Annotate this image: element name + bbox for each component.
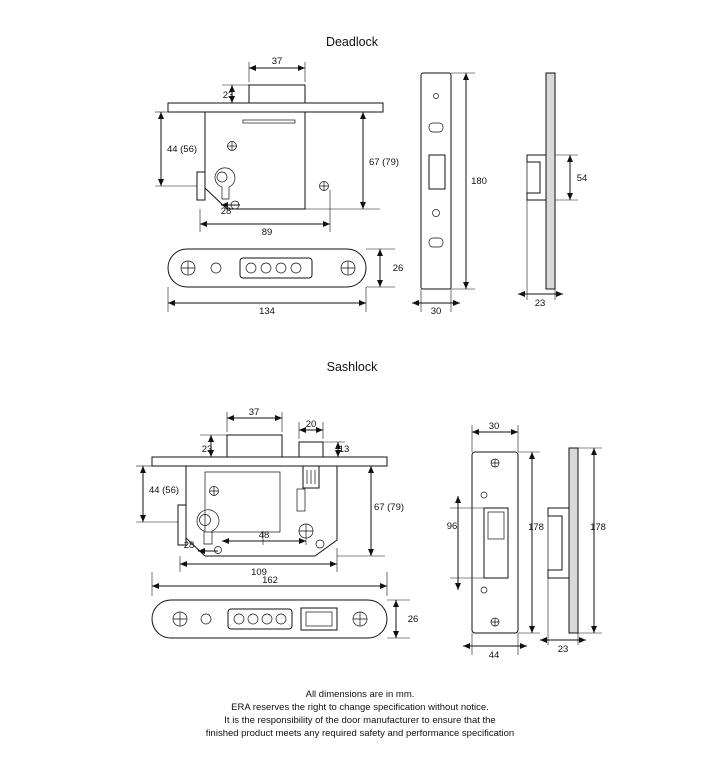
sashlock-faceplate-view (152, 600, 387, 638)
deadlock-dim-backset (155, 112, 197, 186)
dim-label-109: 109 (251, 567, 267, 578)
dim-label-134: 134 (259, 306, 275, 317)
deadlock-body-view (168, 85, 383, 209)
deadlock-dim-case-top-width (249, 56, 305, 82)
sashlock-dim-box-depth (540, 578, 586, 655)
sashlock-dim-case-top-height (200, 435, 227, 457)
deadlock-strike-side-view (527, 73, 555, 289)
deadlock-dim-case-top-height (222, 85, 249, 103)
dim-label-s23-depth: 23 (557, 644, 569, 655)
dim-label-s26: 26 (407, 614, 419, 625)
footer-line-3: It is the responsibility of the door manufacturer to ensure that the (224, 715, 496, 726)
deadlock-dim-box-height (555, 155, 587, 200)
dim-label-54: 54 (576, 173, 588, 184)
dim-label-20: 20 (305, 419, 317, 430)
sashlock-title: Sashlock (326, 360, 378, 374)
dim-label-180: 180 (471, 176, 487, 187)
footer-line-1: All dimensions are in mm. (305, 689, 415, 700)
dim-label-89: 89 (261, 227, 273, 238)
sashlock-dim-strike-base-width (463, 633, 527, 661)
sashlock-dim-backset (136, 466, 179, 522)
dim-label-23: 23 (222, 90, 234, 101)
dim-label-23-depth: 23 (534, 298, 546, 309)
dim-label-26: 26 (392, 263, 404, 274)
footer-line-4: finished product meets any required safety and performance specification (205, 728, 515, 739)
dim-label-s28: 28 (183, 540, 195, 551)
sashlock-dim-strike-height (518, 452, 544, 633)
sashlock-dim-side-height (578, 448, 606, 633)
deadlock-dim-faceplate-length (168, 287, 366, 317)
dim-label-37: 37 (271, 56, 283, 67)
deadlock-title: Deadlock (325, 35, 379, 49)
dim-label-44: 44 (488, 650, 500, 661)
deadlock-dim-strike-height (451, 73, 487, 289)
dim-label-s30: 30 (488, 421, 500, 432)
dim-label-178: 178 (528, 522, 544, 533)
sashlock-dim-faceplate-height (387, 600, 418, 638)
deadlock-dim-case-height (305, 112, 399, 209)
dim-label-44-56: 44 (56) (166, 144, 198, 155)
dim-label-178-side: 178 (590, 522, 606, 533)
footer-line-2: ERA reserves the right to change specification without notice. (231, 702, 489, 713)
dim-label-s37: 37 (248, 407, 260, 418)
sashlock-strike-plate-view (472, 452, 518, 633)
sashlock-dim-case-top-width (227, 407, 282, 432)
dim-label-13: 13 (338, 444, 350, 455)
deadlock-dim-strike-width (412, 289, 460, 317)
sashlock-body-view (152, 435, 387, 556)
dim-label-96: 96 (446, 521, 458, 532)
dim-label-30: 30 (430, 306, 442, 317)
sashlock-dim-strike-width (472, 421, 518, 452)
dim-label-28: 28 (220, 206, 232, 217)
dim-label-s44-56: 44 (56) (148, 485, 180, 496)
sashlock-dim-follower-width (299, 419, 323, 439)
deadlock-faceplate-view (168, 249, 366, 287)
sashlock-dim-overall-width (152, 572, 387, 596)
sashlock-dim-follower-height (323, 442, 349, 457)
sashlock-dim-case-height (337, 466, 404, 556)
deadlock-dim-faceplate-height (366, 249, 403, 287)
dim-label-s23: 23 (201, 444, 213, 455)
deadlock-dim-box-depth (518, 200, 563, 309)
dim-label-48: 48 (258, 530, 270, 541)
dim-label-s67-79: 67 (79) (373, 502, 405, 513)
deadlock-strike-plate-view (421, 73, 451, 289)
dim-label-67-79: 67 (79) (368, 157, 400, 168)
dim-label-162: 162 (262, 575, 278, 586)
sashlock-strike-side-view (548, 448, 578, 633)
